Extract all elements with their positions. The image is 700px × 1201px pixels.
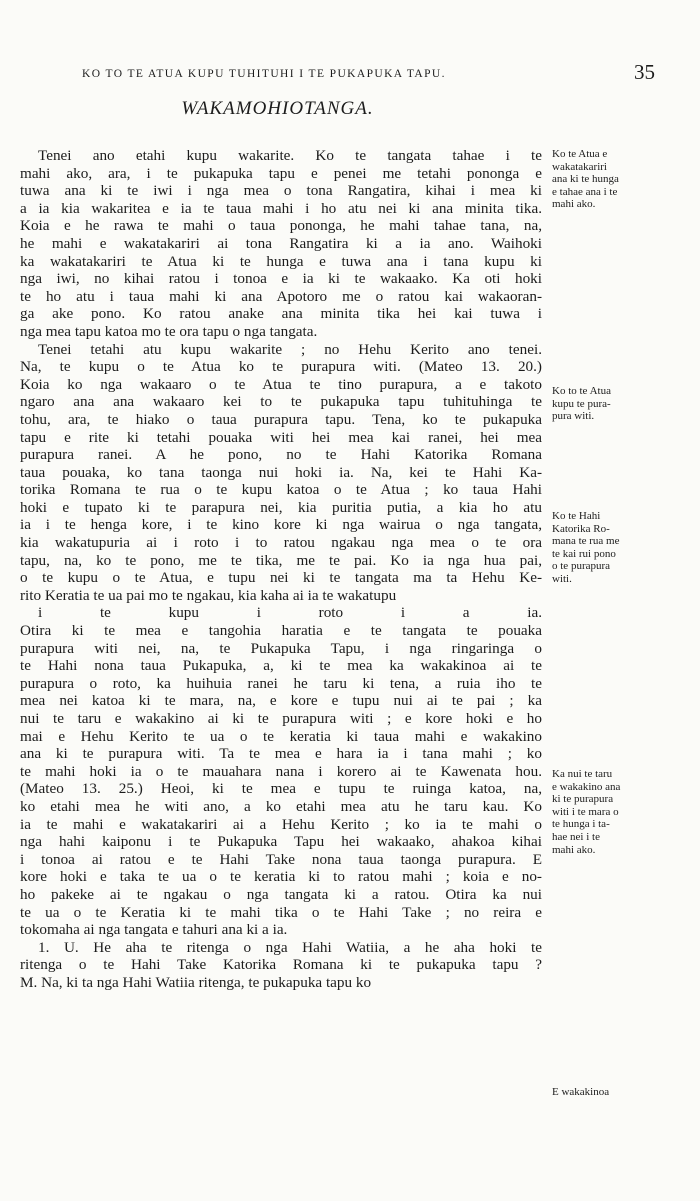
text-line: Tenei tetahi atu kupu wakarite ; no Hehu Kerito ano tenei. — [38, 340, 542, 358]
margin-note-line: Ko te Atua e — [552, 148, 608, 160]
margin-note — [552, 385, 680, 423]
margin-note — [552, 510, 680, 586]
text-line: ngaro ana ana wakaaro kei to te pukapuka tapu tuhituhinga te — [20, 393, 542, 411]
text-line: torika Romana te rua o te kupu katoa o te Atua ; ko taua Hahi — [20, 481, 542, 499]
text-line: mea nei katoa ki te mara, na, e kore e tupu nui ai te pai ; ka — [20, 692, 542, 710]
text-line: ana ki te purapura witi. Ta te mea e hara ia i tana mahi ; ko — [20, 745, 542, 763]
margin-note-line: pura witi. — [552, 410, 595, 423]
text-line: nui te taru e wakakino ai ki te purapura witi ; e kore hoki e ho — [20, 710, 542, 727]
text-line: te ua o te Keratia ki te mahi tika o te Hahi Take ; no reira e — [20, 903, 542, 921]
text-line: M. Na, ki ta nga Hahi Watiia ritenga, te pukapuka tapu ko — [20, 973, 372, 991]
text-line: 1. U. He aha te ritenga o nga Hahi Watiia, a he aha hoki te — [38, 938, 542, 956]
text-line: tohu, ara, te hiako o taua purapura tapu. Tena, ko te pukapuka — [20, 410, 542, 428]
text-line: hoki e tupato ki te parapura nei, kia puritia putia, a kia ho atu — [20, 498, 542, 516]
section-title: WAKAMOHIOTANGA. — [181, 98, 374, 119]
text-line: mahi ako, ara, i te pukapuka tapu e penei me tetahi pononga e — [20, 164, 542, 182]
margin-note — [552, 768, 680, 856]
text-line: kia wakatupuria ai i roto i to ratou ngakau nga mea o te ora — [20, 534, 542, 552]
running-title: KO TO TE ATUA KUPU TUHITUHI I TE PUKAPUKA TAPU. — [82, 68, 446, 80]
text-line: Tenei ano etahi kupu wakarite. Ko te tangata tahae i te — [38, 147, 542, 164]
text-line: ritenga o te Hahi Take Katorika Romana ki te pukapuka tapu ? — [20, 956, 542, 974]
margin-note-line: mahi ako. — [552, 843, 596, 856]
margin-note-line: kupu te pura- — [552, 397, 611, 410]
text-line: rito Keratia te ua pai mo te ngakau, kia kaha ai ia te wakatupu — [20, 586, 397, 604]
text-line: ka wakatakariri te Atua ki te hunga e tuwa ana i tana kupu ki — [20, 252, 542, 270]
text-line: tuwa ana ki te iwi i nga mea o tona Rangatira, kihai i mea ki — [20, 182, 542, 200]
margin-note-line: e tahae ana i te — [552, 185, 618, 198]
margin-note-line: witi i te mara o — [552, 805, 619, 818]
text-line: i tonoa ai ratou e te Hahi Take nona taua taonga purapura. E — [20, 850, 542, 868]
margin-note — [552, 148, 680, 211]
text-line: nga mea tapu katoa mo te ora tapu o nga tangata. — [20, 322, 318, 340]
text-line: ho pakeke ai te ngakau o nga tangata ki a ratou. Otira ka nui — [20, 885, 542, 903]
text-line: o te kupu o te Atua, e tupu nei ki te tangata ma ta Hehu Ke- — [20, 569, 542, 587]
text-line: te mahi hoki ia o te mauahara nana i korero ai te Kawenata hou. — [20, 762, 542, 780]
text-line: purapura ranei. A he pono, no te Hahi Katorika Romana — [20, 446, 542, 464]
text-line: Otira ki te mea e tangohia haratia e te tangata te pouaka — [20, 622, 542, 640]
text-line: kore hoki e taka te ua o te keratia ki to ratou mahi ; koia e no- — [20, 868, 542, 886]
text-line: ga ake pono. Ko ratou anake ana minita tika hei kai tuwa i — [20, 305, 542, 323]
margin-note-line: te kai rui pono — [552, 547, 616, 560]
text-line: tokomaha ai nga tangata e tahuri ana ki a ia. — [20, 921, 288, 939]
text-line: nga hahi kaiponu i te Pukapuka Tapu hei wakaako, ahakoa kihai — [20, 833, 542, 851]
margin-note-line: Ko te Hahi — [552, 510, 601, 522]
text-line: purapura o roto, ka huihuia ranei he taru ki tena, a ruia iho te — [20, 674, 542, 692]
text-line: (Mateo 13. 25.) Heoi, ki te mea e tupu te ruinga katoa, na, — [20, 780, 542, 798]
text-line: tapu, na, ko te pono, me te tika, me te pai. Ko ia nga hua pai, — [20, 551, 542, 569]
margin-note-line: Ko to te Atua — [552, 385, 611, 397]
text-line: Koia ko nga wakaaro o te Atua te tino purapura, a e takoto — [20, 375, 542, 393]
margin-note-line: te hunga i ta- — [552, 818, 610, 831]
text-line: ia te mahi e wakatakariri ai a Hehu Kerito ; ko ia te mahi o — [20, 815, 542, 833]
margin-note — [552, 1086, 680, 1099]
margin-note-line: Katorika Ro- — [552, 522, 610, 535]
margin-note-line: hae nei i te — [552, 830, 600, 843]
text-line: mai e Hehu Kerito te ua o te keratia ki taua mahi e wakakino — [20, 727, 542, 745]
margin-note-line: Ka nui te taru — [552, 768, 613, 780]
text-line: he mahi e wakatakariri ai tona Rangatira ki a ia ano. Waihoki — [20, 234, 542, 252]
text-line: ia i te henga kore, i te kino kore ki nga wairua o nga tangata, — [20, 516, 542, 534]
text-line: purapura witi nei, na, te Pukapuka Tapu, i nga ringaringa o — [20, 639, 542, 657]
margin-note-line: e wakakino ana — [552, 780, 621, 793]
margin-note-line: o te purapura — [552, 560, 611, 573]
text-line: taua pouaka, ko tana taonga nui hoki ia. Na, kei te Hahi Ka- — [20, 463, 542, 481]
text-line: i te kupu i roto i a ia. — [38, 604, 542, 622]
page-number: 35 — [634, 60, 655, 84]
margin-note-line: witi. — [552, 572, 572, 585]
margin-note-line: wakatakariri — [552, 160, 607, 173]
margin-note-line: mahi ako. — [552, 198, 596, 211]
text-line: nga iwi, no kihai ratou i tonoa e ia ki te wakaako. Ka oti hoki — [20, 270, 542, 288]
text-line: ko etahi mea he witi ano, a ko etahi mea atu he taru kau. Ko — [20, 797, 542, 815]
margin-note-line: E wakakinoa — [552, 1086, 610, 1098]
text-line: Na, te kupu o te Atua ko te purapura witi. (Mateo 13. 20.) — [20, 358, 542, 376]
body-text — [20, 147, 542, 992]
margin-note-line: ki te purapura — [552, 793, 614, 806]
text-line: tapu e rite ki tetahi pouaka witi hei mea kai ranei, hei mea — [20, 428, 542, 446]
text-line: te Hahi nona taua Pukapuka, a, ki te mea ka wakakinoa ai te — [20, 657, 542, 675]
text-line: Koia e he rawa te mahi o taua pononga, he mahi tahae tana, na, — [20, 217, 542, 235]
text-line: a ia kia wakaritea e ia te taua mahi i ho atu nei ki ana minita tika. — [20, 199, 542, 217]
text-line: te ho atu i taua mahi ki ana Apotoro me o ratou kai wakaoran- — [20, 287, 542, 305]
margin-note-line: mana te rua me — [552, 535, 620, 548]
margin-note-line: ana ki te hunga — [552, 173, 619, 186]
